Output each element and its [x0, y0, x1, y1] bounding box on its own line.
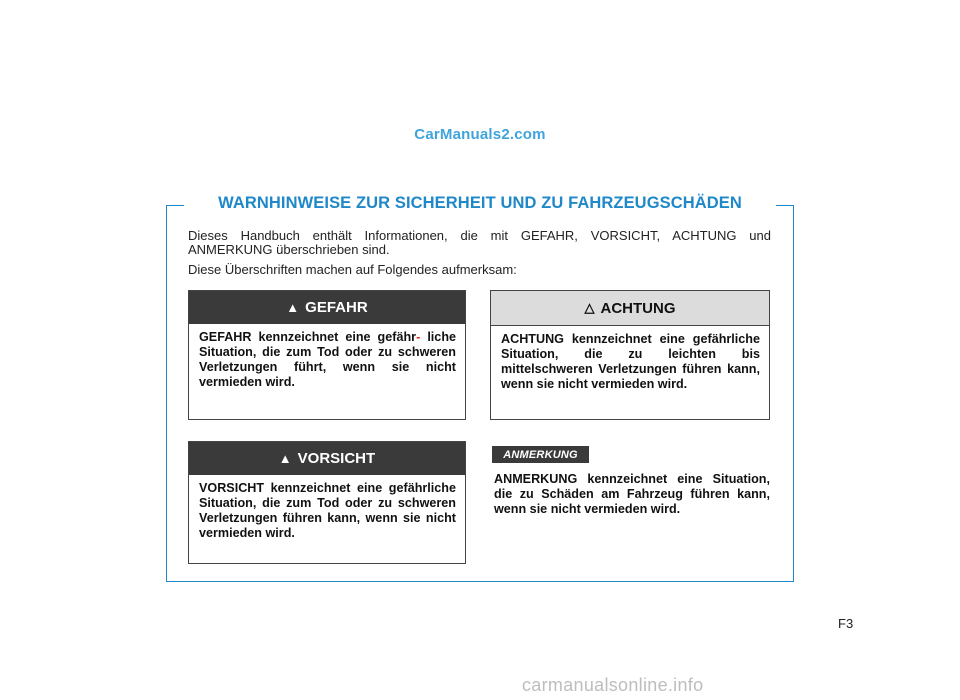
section-title: WARNHINWEISE ZUR SICHERHEIT UND ZU FAHRZEUGSCHÄDEN	[218, 194, 742, 212]
gefahr-box	[188, 290, 466, 420]
frame-top-left-line	[166, 205, 184, 206]
warning-triangle-icon: ▲	[286, 300, 300, 315]
watermark-top: CarManuals2.com	[414, 126, 546, 143]
achtung-heading: ACHTUNG	[600, 299, 676, 317]
gefahr-text-rest: liche Situation, die zum Tod oder zu schweren Verletzungen führt, wenn sie nicht vermieden wird.	[199, 330, 457, 389]
gefahr-heading: GEFAHR	[305, 299, 368, 316]
gefahr-header	[189, 291, 465, 324]
watermark-bottom: carmanualsonline.info	[522, 675, 704, 695]
anmerkung-tag: ANMERKUNG	[492, 446, 589, 463]
warning-triangle-outline-icon: △	[584, 300, 595, 315]
achtung-box	[490, 290, 770, 420]
gefahr-text-main: GEFAHR kennzeichnet eine gefähr	[199, 330, 417, 344]
vorsicht-box	[188, 441, 466, 564]
gefahr-text	[189, 324, 465, 390]
frame-top-right-line	[776, 205, 794, 206]
intro-paragraph-2: Diese Überschriften machen auf Folgendes aufmerksam:	[188, 262, 517, 277]
achtung-text: ACHTUNG kennzeichnet eine gefährliche Situation, die zu leichten bis mittelschweren Verletzungen führen kann, wenn sie nicht vermieden wird.	[501, 332, 760, 391]
page-number: F3	[838, 616, 854, 631]
warning-triangle-icon: ▲	[278, 451, 292, 466]
anmerkung-text: ANMERKUNG kennzeichnet eine Situation, die zu Schäden am Fahrzeug führen kann, wenn sie nicht vermieden wird.	[494, 472, 770, 516]
vorsicht-header	[189, 442, 465, 475]
achtung-header	[491, 291, 769, 326]
vorsicht-text: VORSICHT kennzeichnet eine gefährliche Situation, die zum Tod oder zu schweren Verletzungen führen kann, wenn sie nicht vermieden wird.	[199, 481, 456, 540]
vorsicht-heading: VORSICHT	[297, 450, 376, 467]
gefahr-text-hyphen: -	[416, 330, 421, 344]
intro-paragraph: Dieses Handbuch enthält Informationen, die mit GEFAHR, VORSICHT, ACHTUNG und ANMERKUNG überschrieben sind.	[188, 228, 771, 257]
